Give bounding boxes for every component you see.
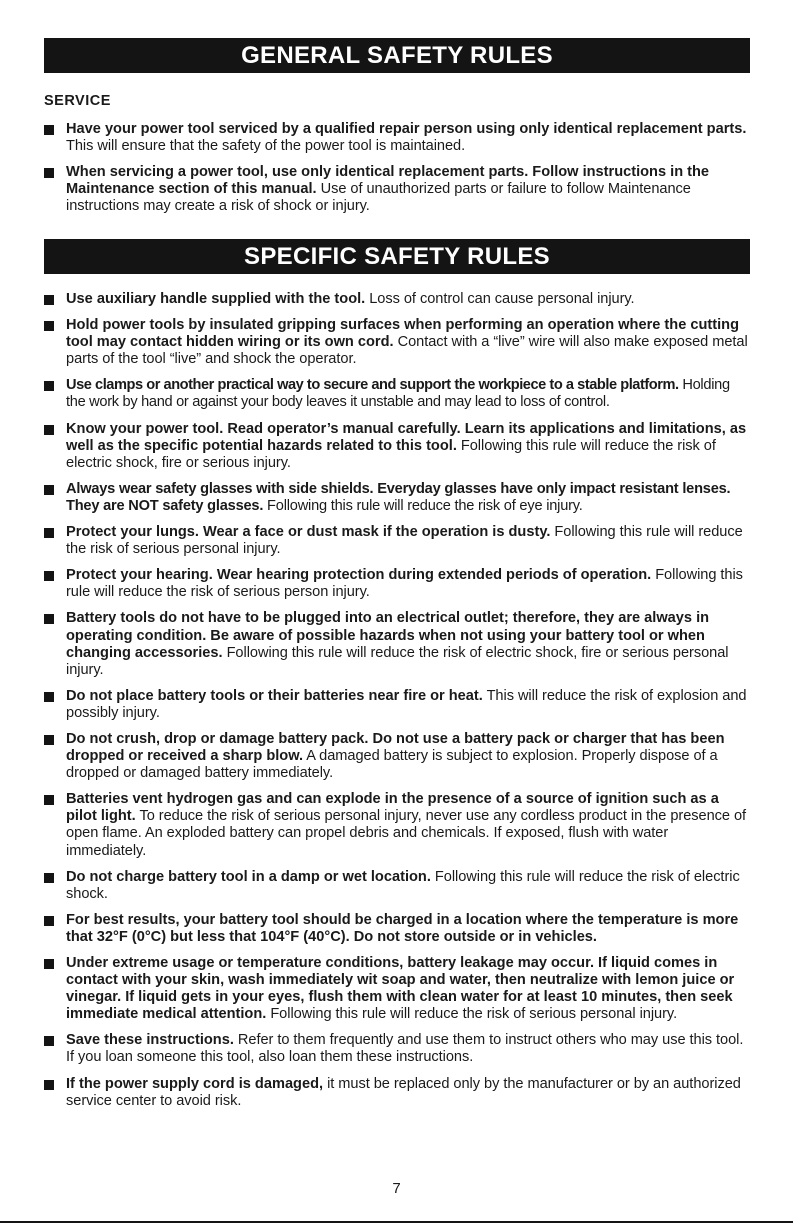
rule-lead: Do not crush, drop or damage battery pack. Do not use a battery pack or charger that has been dropped or received a sharp blow. [66,730,725,765]
rule-item [44,731,752,782]
square-bullet-icon [44,916,54,926]
rule-text: This will reduce the risk of explosion and possibly injury. [66,687,747,721]
rule-text: Following this rule will reduce the risk of electric shock, fire or serious personal injury. [66,644,729,678]
rule-item [44,121,752,155]
rule-text: Holding the work by hand or against your body leaves it unstable and may lead to loss of control. [66,377,730,411]
square-bullet-icon [44,168,54,178]
rule-lead: Battery tools do not have to be plugged into an electrical outlet; therefore, they are always in operating condition. Be aware of possible hazards when not using your battery tool or when changing accessories. [66,610,710,661]
rule-item [44,688,752,722]
specific-safety-rules-banner: SPECIFIC SAFETY RULES [44,239,750,274]
rule-item [44,421,752,472]
rule-text: it must be replaced only by the manufacturer or by an authorized service center to avoid risk. [66,1075,741,1109]
rule-text: Following this rule will reduce the risk of serious personal injury. [66,524,743,558]
rule-text: To reduce the risk of serious personal injury, never use any cordless product in the presence of open flame. An exploded battery can propel debris and chemicals. If exposed, flush with water immediately. [66,808,747,859]
rule-lead: Do not charge battery tool in a damp or wet location. [66,868,431,885]
square-bullet-icon [44,425,54,435]
rule-text: A damaged battery is subject to explosion. Properly dispose of a dropped or damaged battery immediately. [66,748,718,782]
general-safety-rules-banner: GENERAL SAFETY RULES [44,38,750,73]
rule-lead: Have your power tool serviced by a qualified repair person using only identical replacement parts. [66,121,747,137]
square-bullet-icon [44,321,54,331]
square-bullet-icon [44,1080,54,1090]
rule-lead: Use auxiliary handle supplied with the tool. [66,291,366,307]
square-bullet-icon [44,485,54,495]
rule-text: This will ensure that the safety of the power tool is maintained. [66,138,466,155]
rule-lead: If the power supply cord is damaged, [66,1075,324,1092]
square-bullet-icon [44,125,54,135]
rule-lead: Know your power tool. Read operator’s manual carefully. Learn its applications and limitations, as well as the specific potential hazards related to this tool. [66,420,747,454]
rule-item [44,610,752,678]
rule-lead: Protect your hearing. Wear hearing protection during extended periods of operation. [66,567,652,584]
rule-item [44,524,752,558]
square-bullet-icon [44,381,54,391]
rule-text: Use of unauthorized parts or failure to follow Maintenance instructions may create a risk of shock or injury. [66,181,691,215]
square-bullet-icon [44,1036,54,1046]
rule-text: Following this rule will reduce the risk of electric shock, fire or serious injury. [66,437,716,471]
rule-item [44,164,752,215]
square-bullet-icon [44,959,54,969]
rule-item [44,869,752,903]
rule-item [44,955,752,1023]
rule-text: Following this rule will reduce the risk of serious personal injury. [266,1006,678,1023]
rule-item [44,377,752,411]
rule-lead: Under extreme usage or temperature conditions, battery leakage may occur. If liquid comes in contact with your skin, wash immediately wit soap and water, then neutralize with lemon juice or vinegar. If liquid gets in your eyes, flush them with clean water for at least 10 minutes, then seek immediate medical attention. [66,955,735,1023]
rule-text: Following this rule will reduce the risk of eye injury. [263,497,583,514]
square-bullet-icon [44,692,54,702]
rule-lead: Protect your lungs. Wear a face or dust mask if the operation is dusty. [66,524,551,541]
service-heading: SERVICE [44,93,111,109]
square-bullet-icon [44,873,54,883]
rule-item [44,481,752,515]
square-bullet-icon [44,795,54,805]
rule-text: Following this rule will reduce the risk of electric shock. [66,868,740,902]
rule-lead: Do not place battery tools or their batteries near fire or heat. [66,687,483,704]
square-bullet-icon [44,614,54,624]
rule-lead: When servicing a power tool, use only identical replacement parts. Follow instructions in the Maintenance section of this manual. [66,164,710,198]
rule-item [44,317,752,368]
square-bullet-icon [44,528,54,538]
rule-item [44,567,752,601]
square-bullet-icon [44,571,54,581]
rule-text: Loss of control can cause personal injury. [365,291,635,307]
rule-item [44,912,752,946]
rule-lead: Hold power tools by insulated gripping surfaces when performing an operation where the cutting tool may contact hidden wiring or its own cord. [66,317,739,351]
rule-text: Following this rule will reduce the risk of serious person injury. [66,567,743,601]
rule-lead: Use clamps or another practical way to secure and support the workpiece to a stable platform. [66,377,679,394]
square-bullet-icon [44,735,54,745]
rule-lead: For best results, your battery tool should be charged in a location where the temperature is more that 32°F (0°C) but less that 104°F (40°C). Do not store outside or in vehicles. [66,911,739,945]
specific-rules-list [44,291,752,1119]
rule-text: Contact with a “live” wire will also make exposed metal parts of the tool “live” and shock the operator. [66,334,748,368]
rule-lead: Batteries vent hydrogen gas and can explode in the presence of a source of ignition such as a pilot light. [66,791,719,825]
bottom-divider [0,1221,793,1223]
rule-lead: Save these instructions. [66,1032,234,1049]
rule-item [44,1076,752,1110]
rule-text: Refer to them frequently and use them to instruct others who may use this tool. If you loan someone this tool, also loan them these instructions. [66,1032,744,1066]
rule-item [44,1032,752,1066]
rule-item [44,791,752,859]
service-rules-list [44,121,752,224]
rule-item [44,291,752,308]
rule-lead: Always wear safety glasses with side shields. Everyday glasses have only impact resistant lenses. They are NOT safety glasses. [66,480,731,514]
square-bullet-icon [44,295,54,305]
page-number: 7 [392,1180,401,1197]
